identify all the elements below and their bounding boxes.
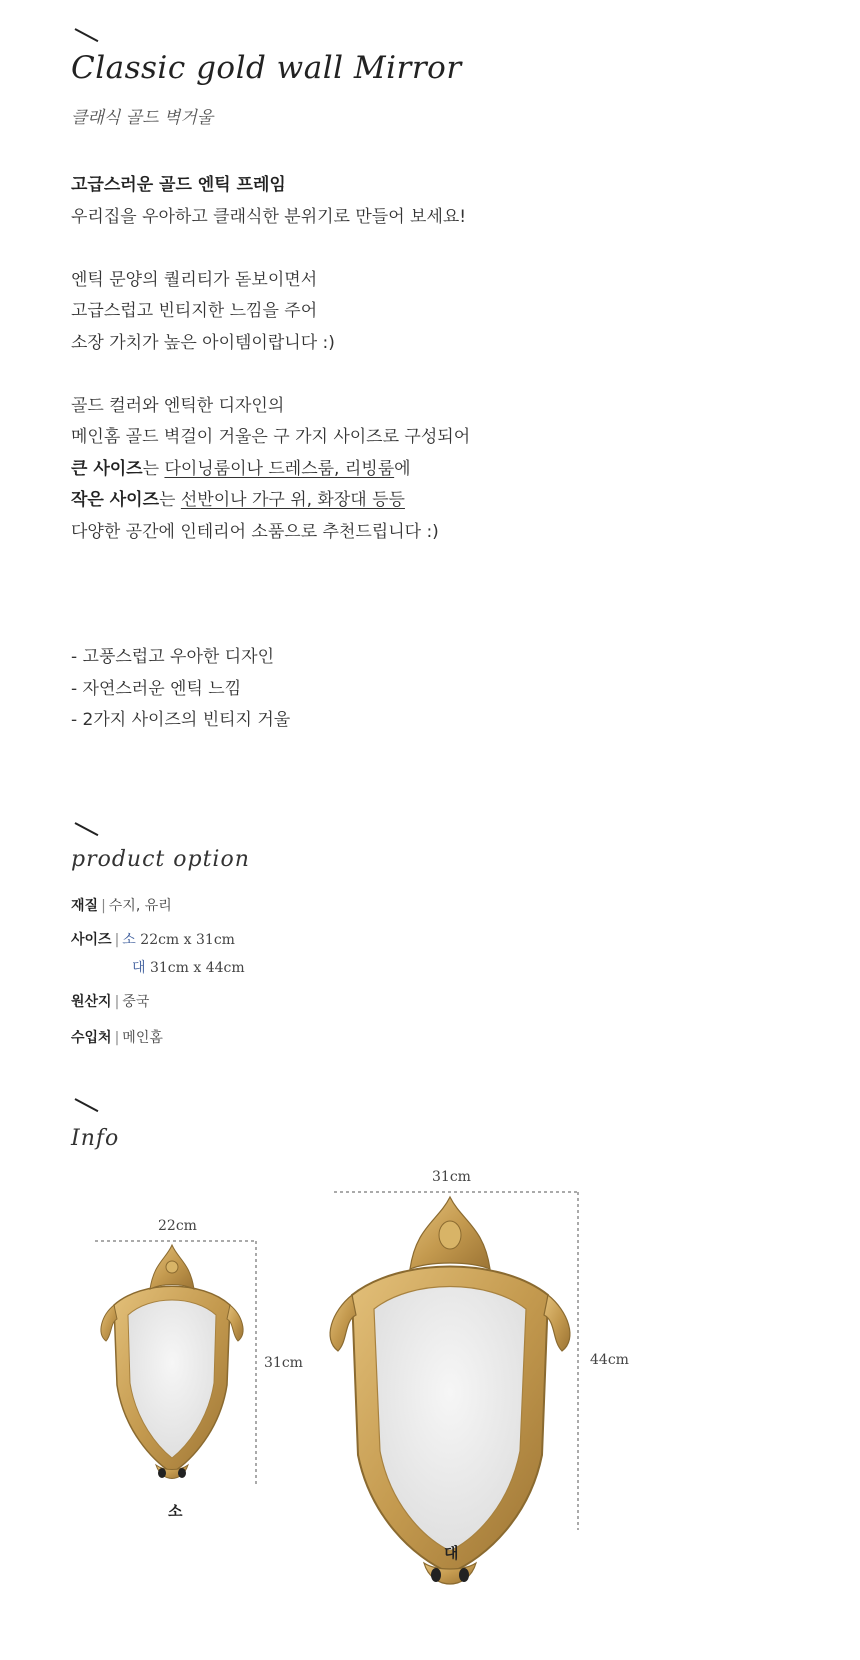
- text-segment: 소장 가치가 높은 아이템이랍니다 :): [71, 332, 335, 353]
- product-title: Classic gold wall Mirror: [71, 50, 462, 86]
- text-segment: 는: [142, 458, 165, 479]
- option-label: 원산지: [71, 994, 112, 1010]
- small-width-label: 22cm: [158, 1218, 197, 1234]
- large-width-label: 31cm: [432, 1169, 471, 1185]
- text-segment: 는: [159, 490, 181, 510]
- feature-item: - 고풍스럽고 우아한 디자인: [71, 647, 274, 667]
- feature-item: - 자연스러운 엔틱 느낌: [71, 678, 242, 699]
- text-segment: 다양한 공간에 인테리어 소품으로 추천드립니다 :): [71, 521, 439, 542]
- small-height-label: 31cm: [264, 1355, 303, 1371]
- info-title: Info: [71, 1126, 120, 1151]
- option-origin: 원산지 | 중국: [71, 994, 150, 1010]
- text-segment: 우리집을 우아하고 클래식한 분위기로 만들어 보세요!: [71, 206, 467, 227]
- emphasis-text: 작은 사이즈: [71, 490, 160, 510]
- option-importer: 수입처 | 메인홈: [71, 1030, 163, 1046]
- emphasis-text: 고급스러운 골드 엔틱 프레임: [71, 175, 286, 195]
- option-size: 사이즈 | 소 22cm x 31cm: [71, 932, 235, 948]
- product-subtitle: 클래식 골드 벽거울: [71, 108, 214, 128]
- text-segment: 메인홈 골드 벽걸이 거울은 구 가지 사이즈로 구성되어: [71, 427, 471, 447]
- size-large-tag: 대: [132, 960, 146, 976]
- text-segment: 골드 컬러와 엔틱한 디자인의: [71, 395, 285, 416]
- size-small-tag: 소: [122, 932, 136, 948]
- text-segment: 고급스럽고 빈티지한 느낌을 주어: [71, 301, 318, 321]
- option-value: 수지, 유리: [108, 898, 172, 914]
- product-option-title: product option: [71, 847, 250, 872]
- text-segment: 엔틱 문양의 퀄리티가 돋보이면서: [71, 269, 318, 290]
- text-segment: 에: [394, 458, 411, 479]
- small-mirror: [101, 1245, 243, 1479]
- small-mirror-label: 소: [168, 1502, 183, 1520]
- option-value: 중국: [122, 994, 150, 1010]
- option-label: 재질: [71, 898, 99, 914]
- option-label: 수입처: [71, 1030, 112, 1046]
- option-label: 사이즈: [71, 932, 112, 948]
- option-value: 22cm x 31cm: [140, 932, 235, 948]
- option-value: 메인홈: [122, 1030, 163, 1046]
- underlined-text: 다이닝룸이나 드레스룸, 리빙룸: [164, 458, 395, 479]
- option-material: 재질 | 수지, 유리: [71, 898, 172, 914]
- emphasis-text: 큰 사이즈: [71, 458, 143, 479]
- large-height-label: 44cm: [590, 1352, 629, 1368]
- feature-item: - 2가지 사이즈의 빈티지 거울: [71, 710, 291, 730]
- large-mirror: [330, 1197, 570, 1584]
- underlined-text: 선반이나 가구 위, 화장대 등등: [180, 490, 405, 510]
- large-mirror-label: 대: [444, 1544, 459, 1562]
- option-value: 31cm x 44cm: [149, 960, 245, 976]
